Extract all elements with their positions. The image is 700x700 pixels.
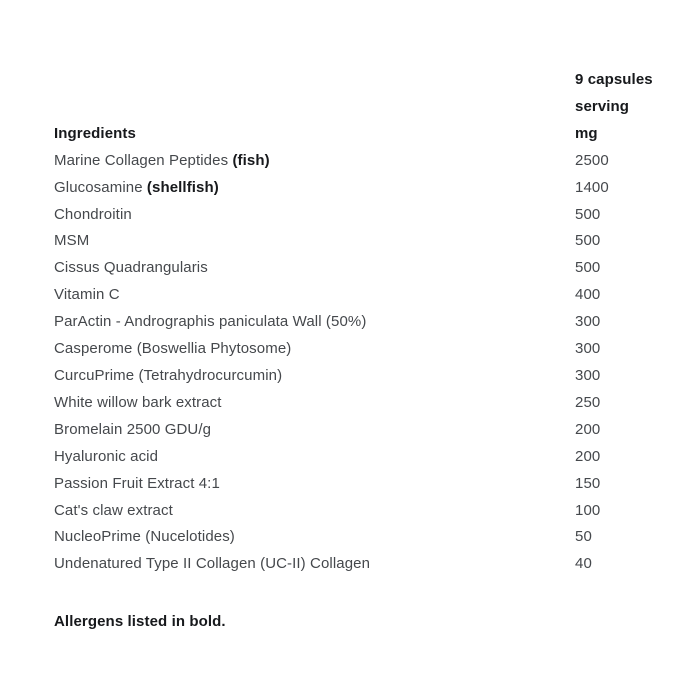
allergen-label: (fish) xyxy=(232,151,270,169)
table-row xyxy=(54,363,680,390)
serving-header-line1: 9 capsules xyxy=(575,71,653,88)
ingredient-name-cell xyxy=(54,524,575,551)
ingredient-amount: 40 xyxy=(575,555,592,573)
table-row xyxy=(54,390,680,417)
ingredient-name: MSM xyxy=(54,232,90,250)
ingredient-name: NucleoPrime (Nucelotides) xyxy=(54,528,235,546)
table-row xyxy=(54,336,680,363)
table-row xyxy=(54,255,680,282)
ingredient-name-cell xyxy=(54,363,575,390)
ingredient-name: CurcuPrime (Tetrahydrocurcumin) xyxy=(54,366,283,384)
ingredient-name-cell xyxy=(54,444,575,471)
table-row xyxy=(54,228,680,255)
ingredient-name-cell xyxy=(54,390,575,417)
ingredient-name-cell xyxy=(54,148,575,175)
table-row xyxy=(54,309,680,336)
ingredient-amount: 1400 xyxy=(575,178,609,196)
table-row xyxy=(54,551,680,578)
ingredient-name-cell xyxy=(54,202,575,229)
ingredient-name: ParActin - Andrographis paniculata Wall (50%) xyxy=(54,313,367,331)
ingredients-header: Ingredients xyxy=(54,124,136,142)
table-row xyxy=(54,148,680,175)
ingredient-amount: 300 xyxy=(575,313,601,331)
ingredient-name: Bromelain 2500 GDU/g xyxy=(54,420,212,438)
table-row xyxy=(54,417,680,444)
allergen-label: (shellfish) xyxy=(146,178,219,196)
ingredient-amount: 500 xyxy=(575,259,601,277)
ingredient-name-cell xyxy=(54,175,575,202)
ingredient-name-cell xyxy=(54,498,575,525)
ingredient-amount: 300 xyxy=(575,366,601,384)
ingredients-table xyxy=(54,148,680,579)
serving-header xyxy=(575,67,680,121)
ingredient-amount: 300 xyxy=(575,340,601,358)
unit-header: mg xyxy=(575,124,598,142)
ingredient-amount: 2500 xyxy=(575,151,609,169)
table-row xyxy=(54,498,680,525)
ingredient-name: Chondroitin xyxy=(54,205,132,223)
ingredient-name: Vitamin C xyxy=(54,286,120,304)
ingredient-amount: 200 xyxy=(575,447,601,465)
ingredient-name: Cat's claw extract xyxy=(54,501,173,519)
ingredient-name: White willow bark extract xyxy=(54,393,222,411)
column-header-row xyxy=(54,121,680,148)
ingredient-name: Passion Fruit Extract 4:1 xyxy=(54,474,220,492)
serving-header-line2: serving xyxy=(575,97,630,115)
ingredient-name: Marine Collagen Peptides xyxy=(54,151,233,169)
table-row xyxy=(54,282,680,309)
table-row xyxy=(54,471,680,498)
ingredient-name: Casperome (Boswellia Phytosome) xyxy=(54,340,292,358)
ingredient-amount: 200 xyxy=(575,420,601,438)
serving-header-row xyxy=(54,67,680,121)
ingredient-amount: 500 xyxy=(575,205,601,223)
ingredient-name: Cissus Quadrangularis xyxy=(54,259,208,277)
ingredient-name-cell xyxy=(54,228,575,255)
ingredient-amount: 150 xyxy=(575,474,601,492)
ingredient-name: Hyaluronic acid xyxy=(54,447,159,465)
ingredient-amount: 250 xyxy=(575,393,601,411)
ingredient-amount: 500 xyxy=(575,232,601,250)
table-row xyxy=(54,202,680,229)
ingredient-name-cell xyxy=(54,471,575,498)
ingredient-name-cell xyxy=(54,309,575,336)
ingredient-name-cell xyxy=(54,255,575,282)
table-row xyxy=(54,444,680,471)
allergens-footnote: Allergens listed in bold. xyxy=(54,613,226,631)
ingredient-name: Glucosamine xyxy=(54,178,147,196)
table-row xyxy=(54,175,680,202)
ingredient-name-cell xyxy=(54,551,575,578)
ingredient-amount: 50 xyxy=(575,528,592,546)
ingredient-name-cell xyxy=(54,282,575,309)
ingredient-name: Undenatured Type II Collagen (UC-II) Collagen xyxy=(54,555,371,573)
ingredient-amount: 100 xyxy=(575,501,601,519)
table-row xyxy=(54,524,680,551)
ingredient-name-cell xyxy=(54,417,575,444)
ingredient-amount: 400 xyxy=(575,286,601,304)
ingredient-name-cell xyxy=(54,336,575,363)
